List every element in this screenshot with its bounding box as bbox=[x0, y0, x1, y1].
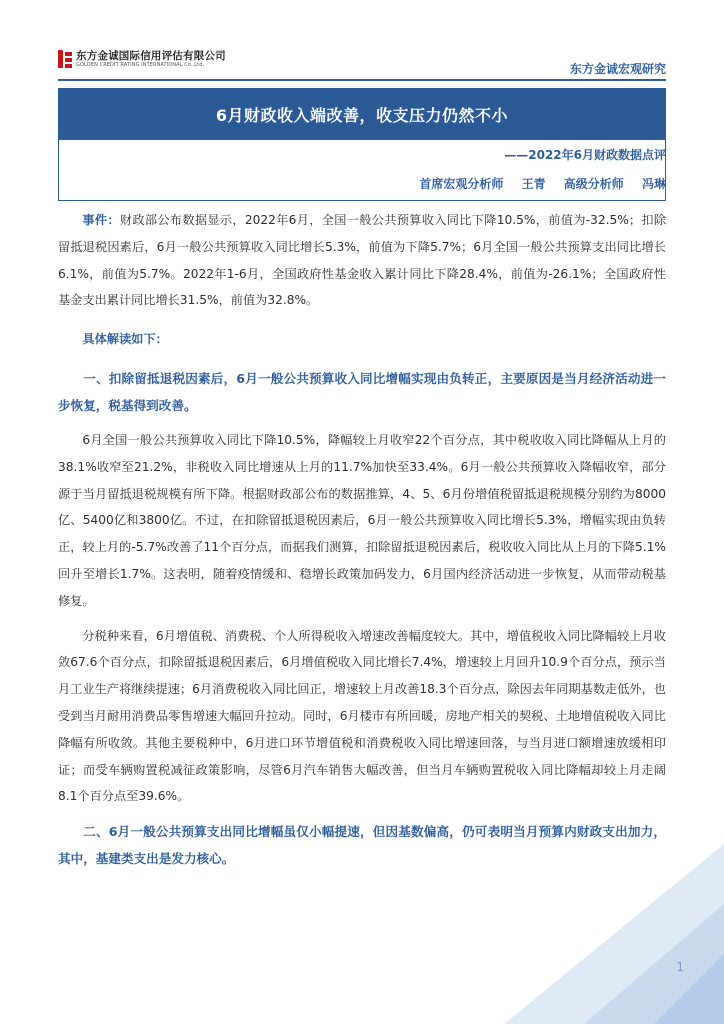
section-2-heading: 二、6月一般公共预算支出同比增幅虽仅小幅提速，但因基数偏高，仍可表明当月预算内财政支出加力，其中，基建类支出是发力核心。 bbox=[58, 824, 666, 867]
intro-line: 具体解读如下： bbox=[82, 332, 168, 347]
company-name-en: GOLDEN CREDIT RATING INTERNATIONAL Co.,Ltd. bbox=[76, 62, 205, 68]
logo-mark-icon bbox=[58, 50, 72, 68]
report-body bbox=[58, 207, 666, 872]
header-section-label: 东方金诚宏观研究 bbox=[569, 62, 666, 76]
company-logo bbox=[58, 50, 226, 69]
page-number: 1 bbox=[676, 960, 684, 974]
company-name-cn: 东方金诚国际信用评估有限公司 bbox=[76, 50, 226, 62]
event-text: 财政部公布数据显示，2022年6月，全国一般公共预算收入同比下降10.5%，前值为-32.5%；扣除留抵退税因素后，6月一般公共预算收入同比增长5.3%，前值为下降5.7%；6月全国一般公共预算支出同比增长6.1%，前值为5.7%。2022年1-6月，全国政府性基金收入累计同比下降28.4%，前值为-26.1%；全国政府性基金支出累计同比增长31.5%，前值为32.8%。 bbox=[58, 213, 667, 308]
report-subtitle: ——2022年6月财政数据点评 bbox=[504, 148, 666, 162]
report-title-band bbox=[58, 88, 666, 140]
author-line bbox=[266, 175, 666, 192]
section-1-paragraph-2: 分税种来看，6月增值税、消费税、个人所得税收入增速改善幅度较大。其中，增值税收入同比降幅较上月收敛67.6个百分点，扣除留抵退税因素后，6月增值税收入同比增长7.4%，增速较上月回升10.9个百分点，预示当月工业生产将继续提速；6月消费税收入同比回正，增速较上月改善18.3个百分点，除因去年同期基数走低外，也受到当月耐用消费品零售增速大幅回升拉动。同时，6月楼市有所回暖，房地产相关的契税、土地增值税收入同比降幅有所收敛。其他主要税种中，6月进口环节增值税和消费税收入同比增速回落，与当月进口额增速放缓相印证；而受车辆购置税减征政策影响，尽管6月汽车销售大幅改善，但当月车辆购置税收入同比降幅却较上月走阔8.1个百分点至39.6%。 bbox=[58, 628, 666, 804]
report-title: 6月财政收入端改善，收支压力仍然不小 bbox=[215, 105, 509, 125]
event-label: 事件： bbox=[82, 213, 120, 227]
author-title-2: 高级分析师 bbox=[563, 177, 624, 191]
author-title-1: 首席宏观分析师 bbox=[419, 177, 504, 191]
header-divider bbox=[58, 79, 666, 81]
corner-decoration bbox=[464, 824, 724, 1024]
author-name-2: 冯琳 bbox=[641, 177, 666, 191]
section-1-heading: 一、扣除留抵退税因素后，6月一般公共预算收入同比增幅实现由负转正，主要原因是当月经济活动进一步恢复，税基得到改善。 bbox=[58, 370, 666, 413]
section-1-paragraph-1: 6月全国一般公共预算收入同比下降10.5%，降幅较上月收窄22个百分点，其中税收收入同比降幅从上月的38.1%收窄至21.2%，非税收入同比增速从上月的11.7%加快至33.4%。6月一般公共预算收入降幅收窄，部分源于当月留抵退税规模有所下降。根据财政部公布的数据推算，4、5、6月份增值税留抵退税规模分别约为8000亿、5400亿和3800亿。不过，在扣除留抵退税因素后，6月一般公共预算收入同比增长5.3%，增幅实现由负转正，较上月的-5.7%改善了11个百分点，而据我们测算，扣除留抵退税因素后，税收收入同比从上月的下降5.1%回升至增长1.7%。这表明，随着疫情缓和、稳增长政策加码发力，6月国内经济活动进一步恢复，从而带动税基修复。 bbox=[58, 432, 666, 608]
event-paragraph bbox=[58, 207, 666, 314]
author-name-1: 王青 bbox=[521, 177, 546, 191]
